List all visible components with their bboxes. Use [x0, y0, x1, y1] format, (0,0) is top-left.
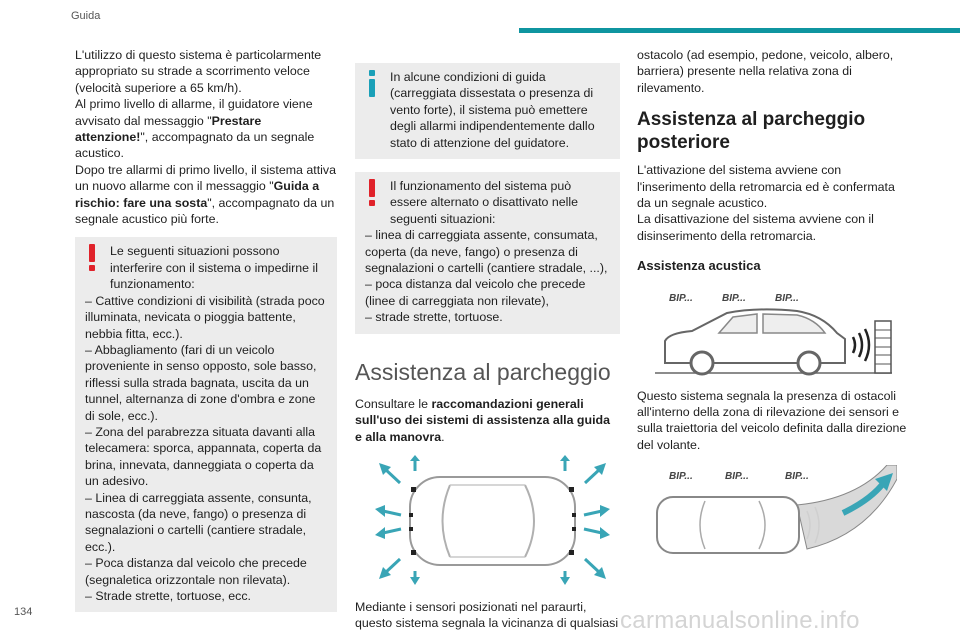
paragraph-sensors: Mediante i sensori posizionati nel paraurti, questo sistema segnala la vicinanza di qualsiasi — [355, 599, 619, 631]
info-box — [355, 63, 620, 159]
paragraph-obstacle: ostacolo (ad esempio, pedone, veicolo, albero, barriera) presente nella relativa zona di rilevamento. — [637, 48, 894, 95]
warning-item: – Linea di carreggiata assente, consunta, nascosta (da neve, fango) o presenza di segnalazioni o cartelli (cantiere stradale, ecc.). — [85, 490, 312, 554]
info-text: In alcune condizioni di guida (carreggiata dissestata o presenza di vento forte), il sistema può emettere degli allarmi indipendentemente dallo stato di attenzione del guidatore. — [390, 70, 595, 150]
beep-label: BIP... — [669, 471, 693, 483]
header-accent-bar — [519, 28, 960, 33]
paragraph-deactivation: La disattivazione del sistema avviene con il disinserimento della retromarcia. — [637, 212, 874, 243]
section-title: Guida — [71, 10, 101, 22]
paragraph-usage: L'utilizzo di questo sistema è particolarmente appropriato su strade a scorrimento veloce (velocità superiore a 65 km/h). — [75, 48, 322, 95]
paragraph-activation: L'attivazione del sistema avviene con l'inserimento della retromarcia ed è confermata da un segnale acustico. — [637, 163, 895, 211]
rear-parking-illustration — [647, 287, 897, 382]
warning-item: – Cattive condizioni di visibilità (strada poco illuminata, nevicata o pioggia battente, nebbia fitta, ecc.). — [85, 293, 325, 341]
warning-intro: Le seguenti situazioni possono interferire con il sistema o impedirne il funzionamento: — [110, 244, 318, 292]
watermark: carmanualsonline.info — [620, 607, 860, 634]
warning-icon — [85, 244, 101, 274]
column-1 — [75, 47, 337, 612]
column-2 — [355, 63, 620, 632]
warning-box — [75, 237, 337, 612]
warning-item: – Zona del parabrezza situata davanti alla telecamera: sporca, appannata, coperta da brina, innevata, danneggiata o coperta da un adesivo. — [85, 424, 322, 489]
page-number: 134 — [14, 606, 33, 618]
warning-item: – linea di carreggiata assente, consumata, coperta (da neve, fango) o presenza di segnalazioni o cartelli (cantiere stradale, ...), — [365, 228, 608, 276]
beep-label: BIP... — [785, 471, 809, 483]
warning-icon — [365, 179, 381, 209]
car-sensors-illustration — [365, 455, 615, 585]
warning-item: – strade strette, tortuose. — [365, 310, 503, 325]
subheading: Assistenza acustica — [637, 258, 761, 274]
warning-item: – Poca distanza dal veicolo che precede (segnaletica orizzontale non rilevata). — [85, 556, 307, 587]
section-heading: Assistenza al parcheggio — [355, 358, 611, 385]
trajectory-illustration — [647, 465, 897, 565]
paragraph-second-alarm: Dopo tre allarmi di primo livello, il sistema attiva un nuovo allarme con il messaggio "Guida a rischio: fare una sosta", accompagnato da un segnale acustico più forte. — [75, 162, 336, 227]
paragraph-consult: Consultare le raccomandazioni generali sull'uso dei sistemi di assistenza alla guida e alla manovra. — [355, 396, 610, 444]
section-heading: Assistenza al parcheggio posteriore — [637, 109, 866, 154]
column-3 — [637, 47, 907, 565]
paragraph-first-alarm: Al primo livello di allarme, il guidatore viene avvisato dal messaggio "Prestare attenzione!", accompagnato da un segnale acustico. — [75, 97, 315, 161]
beep-label: BIP... — [669, 292, 693, 304]
beep-label: BIP... — [775, 292, 799, 304]
beep-label: BIP... — [722, 292, 746, 304]
warning-box — [355, 172, 620, 334]
warning-item: – Strade strette, tortuose, ecc. — [85, 589, 251, 603]
warning-item: – Abbagliamento (fari di un veicolo proveniente in senso opposto, sole basso, riflessi sulla strada bagnata, uscita da un tunnel, alternanza di zone d'ombra e zone di sole, ecc.). — [85, 342, 317, 423]
paragraph-description: Questo sistema segnala la presenza di ostacoli all'interno della zona di rilevazione dei sensori e sulla traiettoria del veicolo definita dalla direzione del volante. — [637, 388, 907, 452]
info-icon — [365, 70, 381, 100]
warning-item: – poca distanza dal veicolo che precede (linee di carreggiata non rilevate), — [365, 277, 586, 308]
warning-intro: Il funzionamento del sistema può essere alternato o disattivato nelle seguenti situazioni: — [390, 179, 579, 226]
beep-label: BIP... — [725, 471, 749, 483]
